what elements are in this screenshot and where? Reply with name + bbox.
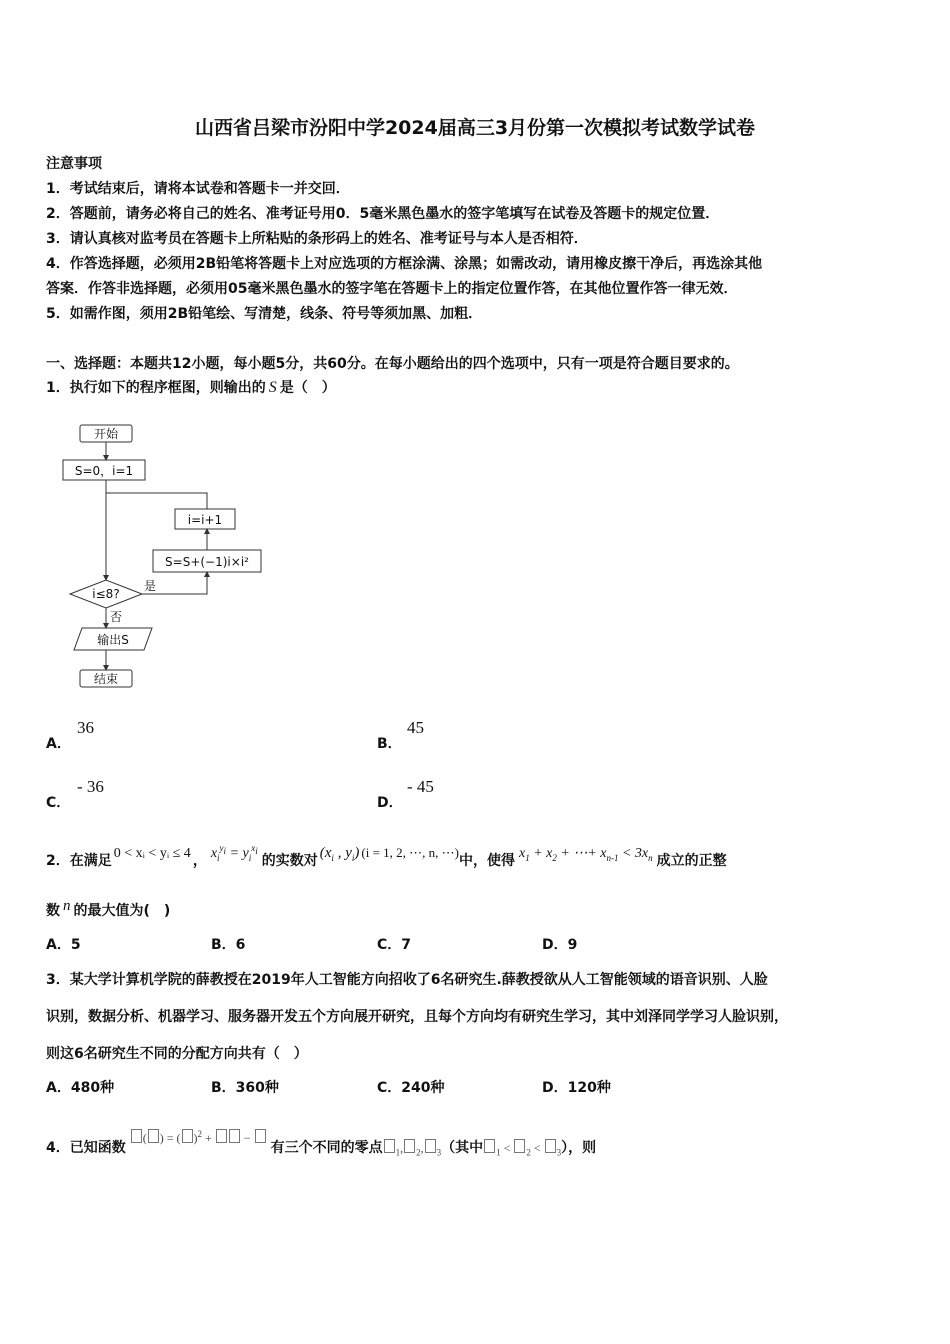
fc-update-i: i=i+1 [187,513,223,527]
q2-mid: 的实数对 [261,853,318,869]
fc-cond: i≤8? [92,587,120,601]
q2-post: 成立的正整 [656,853,727,869]
q2-line2-var: n [63,898,71,914]
q2-sep: ， [192,853,207,869]
q2-line2-pre: 数 [46,903,60,919]
q1-stem-pre: 1．执行如下的程序框图，则输出的 [46,380,266,396]
q1-stem [46,377,336,397]
q2-cond2: $x_i^{y_i} = y_i^{x_i}$ [210,843,258,863]
note-item: 1．考试结束后，请将本试卷和答题卡一并交回． [46,181,350,197]
q4-order: $_1$ < $_2$ < $_3$ [483,1141,561,1155]
note-item: 3．请认真核对监考员在答题卡上所粘贴的条形码上的姓名、准考证号与本人是否相符． [46,231,588,247]
q2-line1 [46,843,727,871]
fc-start: 开始 [93,427,119,441]
fc-end: 结束 [93,672,119,686]
note-item: 答案．作答非选择题，必须用05毫米黑色墨水的签字笔在答题卡上的指定位置作答，在其他位置作答一律无效． [46,281,738,297]
q3-option-c: C．240种 [377,1080,445,1096]
q2-pair: ($x_i$ , $y_i$) [319,845,360,863]
q4-paren-pre: （其中 [441,1140,484,1156]
q1-option-c-label: C． [46,795,71,811]
q1-option-b-label: B． [377,736,402,752]
q3-line: 3．某大学计算机学院的薛教授在2019年人工智能方向招收了6名研究生.薛教授欲从人工智能领域的语音识别、人脸 [46,972,768,988]
q1-stem-post: 是（ ） [279,380,336,396]
fc-yes: 是 [144,579,157,593]
q1-option-b-value: 45 [407,718,424,737]
q4-pre: 4．已知函数 [46,1140,126,1156]
q4-mid: 有三个不同的零点 [270,1140,383,1156]
q1-option-d-label: D． [377,795,403,811]
q1-option-d-value: - 45 [407,777,434,796]
q2-line2-post: 的最大值为( ) [73,903,171,919]
q2-pre: 2．在满足 [46,853,112,869]
q1-option-a-value: 36 [77,718,94,737]
q2-option-c: C．7 [377,937,412,953]
fc-output: 输出S [97,633,129,647]
q1-option-c-value: - 36 [77,777,104,796]
note-item: 5．如需作图，须用2B铅笔绘、写清楚，线条、符号等须加黑、加粗． [46,306,483,322]
q1-stem-var: S [268,379,277,396]
q1-option-a-label: A． [46,736,71,752]
fc-init: S=0，i=1 [74,464,134,478]
q2-option-a: A．5 [46,937,81,953]
q4-zeros: $_1$, $_2$, $_3$ [383,1141,442,1155]
q4-paren-post: ），则 [561,1140,597,1156]
page-title: 山西省吕梁市汾阳中学2024届高三3月份第一次模拟考试数学试卷 [194,117,756,139]
notes-heading: 注意事项 [46,156,102,172]
q4-function-image: ( ) = ( )$^2$ + − [130,1131,267,1145]
q2-mid2: 中，使得 [458,853,515,869]
flowchart [60,420,280,700]
q2-option-d: D．9 [542,937,578,953]
q3-line: 则这6名研究生不同的分配方向共有（ ） [46,1046,308,1062]
q2-option-b: B．6 [211,937,246,953]
section-heading: 一、选择题：本题共12小题，每小题5分，共60分。在每小题给出的四个选项中，只有一项是符合题目要求的。 [46,356,739,372]
q2-line2 [46,900,170,920]
q2-ineq: $x_1 + x_2$ + ⋯+ $x_{n-1} < 3x_n$ [518,846,653,863]
note-item: 2．答题前，请务必将自己的姓名、准考证号用0．5毫米黑色墨水的签字笔填写在试卷及答题卡的规定位置． [46,206,720,222]
q3-line: 识别，数据分析、机器学习、服务器开发五个方向展开研究，且每个方向均有研究生学习，其中刘泽同学学习人脸识别， [46,1009,788,1025]
q3-option-d: D．120种 [542,1080,611,1096]
q2-range: (i = 1, 2, ⋯, n, ⋯) [361,845,459,860]
q3-option-b: B．360种 [211,1080,279,1096]
q3-option-a: A．480种 [46,1080,115,1096]
fc-update-s: S=S+(−1)i×i² [165,555,249,569]
q2-cond1: 0 < xᵢ < yᵢ ≤ 4 [113,846,191,861]
q4-line [46,1129,597,1158]
fc-no: 否 [110,610,123,624]
note-item: 4．作答选择题，必须用2B铅笔将答题卡上对应选项的方框涂满、涂黑；如需改动，请用橡皮擦干净后，再选涂其他 [46,256,763,272]
